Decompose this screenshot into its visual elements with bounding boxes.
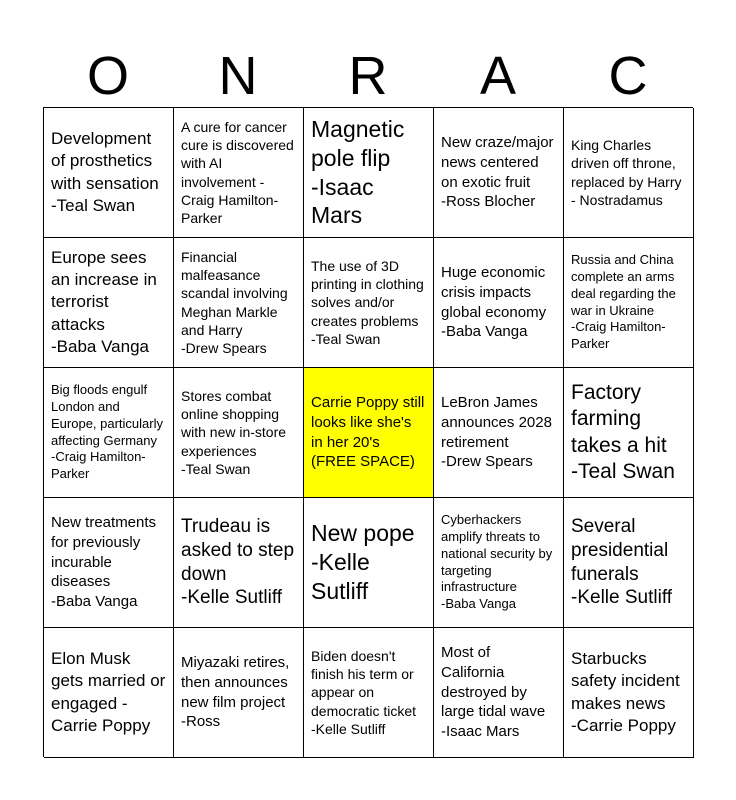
bingo-cell[interactable] <box>174 368 304 498</box>
cell-text: New treatments for previously incurable diseases -Baba Vanga <box>51 514 157 611</box>
cell-text: LeBron James announces 2028 retirement -Drew Spears <box>441 393 552 471</box>
cell-text: Europe sees an increase in terrorist attacks -Baba Vanga <box>51 248 157 356</box>
cell-text: The use of 3D printing in clothing solves and/or creates problems -Teal Swan <box>311 258 424 347</box>
cell-text: Miyazaki retires, then announces new film project -Ross <box>181 653 290 731</box>
bingo-cell[interactable] <box>174 238 304 368</box>
bingo-cell[interactable] <box>174 628 304 758</box>
cell-text: Cyberhackers amplify threats to national security by targeting infrastructure -Baba Vanga <box>441 511 553 612</box>
bingo-cell[interactable] <box>44 238 174 368</box>
cell-text: Stores combat online shopping with new in-store experiences -Teal Swan <box>181 388 287 477</box>
cell-text: Biden doesn't finish his term or appear on democratic ticket -Kelle Sutliff <box>311 648 417 737</box>
bingo-cell[interactable] <box>304 238 434 368</box>
cell-text: A cure for cancer cure is discovered with AI involvement -Craig Hamilton-Parker <box>181 118 294 226</box>
bingo-cell[interactable] <box>564 628 694 758</box>
bingo-cell[interactable] <box>304 628 434 758</box>
cell-text: Development of prosthetics with sensation -Teal Swan <box>51 129 159 215</box>
bingo-cell[interactable] <box>564 368 694 498</box>
cell-text: Factory farming takes a hit -Teal Swan <box>571 381 675 483</box>
bingo-cell[interactable] <box>434 498 564 628</box>
cell-text: King Charles driven off throne, replaced by Harry - Nostradamus <box>571 137 682 208</box>
cell-text: Financial malfeasance scandal involving Meghan Markle and Harry -Drew Spears <box>181 248 288 356</box>
header-letter: A <box>479 46 517 106</box>
cell-text: Russia and China complete an arms deal regarding the war in Ukraine -Craig Hamilton-Parker <box>571 251 676 352</box>
header-letter: C <box>608 46 648 106</box>
cell-text: Most of California destroyed by large tidal wave -Isaac Mars <box>441 644 546 741</box>
bingo-board <box>43 107 693 757</box>
bingo-cell[interactable] <box>304 498 434 628</box>
cell-text: New craze/major news centered on exotic fruit -Ross Blocher <box>441 133 554 211</box>
bingo-cell[interactable] <box>564 498 694 628</box>
bingo-cell[interactable] <box>564 108 694 238</box>
cell-text: Trudeau is asked to step down -Kelle Sutliff <box>181 516 295 609</box>
bingo-cell[interactable] <box>304 108 434 238</box>
cell-text: New pope -Kelle Sutliff <box>311 520 415 604</box>
bingo-cell[interactable] <box>434 628 564 758</box>
bingo-cell[interactable] <box>434 108 564 238</box>
free-space-cell[interactable] <box>304 368 434 498</box>
bingo-cell[interactable] <box>174 108 304 238</box>
header-letter: R <box>348 46 388 106</box>
cell-text: Big floods engulf London and Europe, particularly affecting Germany -Craig Hamilton-Parker <box>51 381 163 482</box>
bingo-cell[interactable] <box>44 368 174 498</box>
cell-text: Several presidential funerals -Kelle Sutliff <box>571 516 673 609</box>
cell-text: Huge economic crisis impacts global economy -Baba Vanga <box>441 263 547 341</box>
bingo-cell[interactable] <box>44 498 174 628</box>
bingo-cell[interactable] <box>174 498 304 628</box>
bingo-header <box>43 44 693 108</box>
bingo-cell[interactable] <box>434 368 564 498</box>
cell-text: Starbucks safety incident makes news -Carrie Poppy <box>571 649 680 735</box>
bingo-cell[interactable] <box>44 628 174 758</box>
bingo-cell[interactable] <box>564 238 694 368</box>
bingo-cell[interactable] <box>44 108 174 238</box>
bingo-cell[interactable] <box>434 238 564 368</box>
cell-text: Elon Musk gets married or engaged - Carrie Poppy <box>51 649 166 735</box>
header-letter: O <box>86 46 129 106</box>
cell-text: Carrie Poppy still looks like she's in her 20's (FREE SPACE) <box>311 393 425 471</box>
cell-text: Magnetic pole flip -Isaac Mars <box>311 116 405 229</box>
header-letter: N <box>218 46 258 106</box>
